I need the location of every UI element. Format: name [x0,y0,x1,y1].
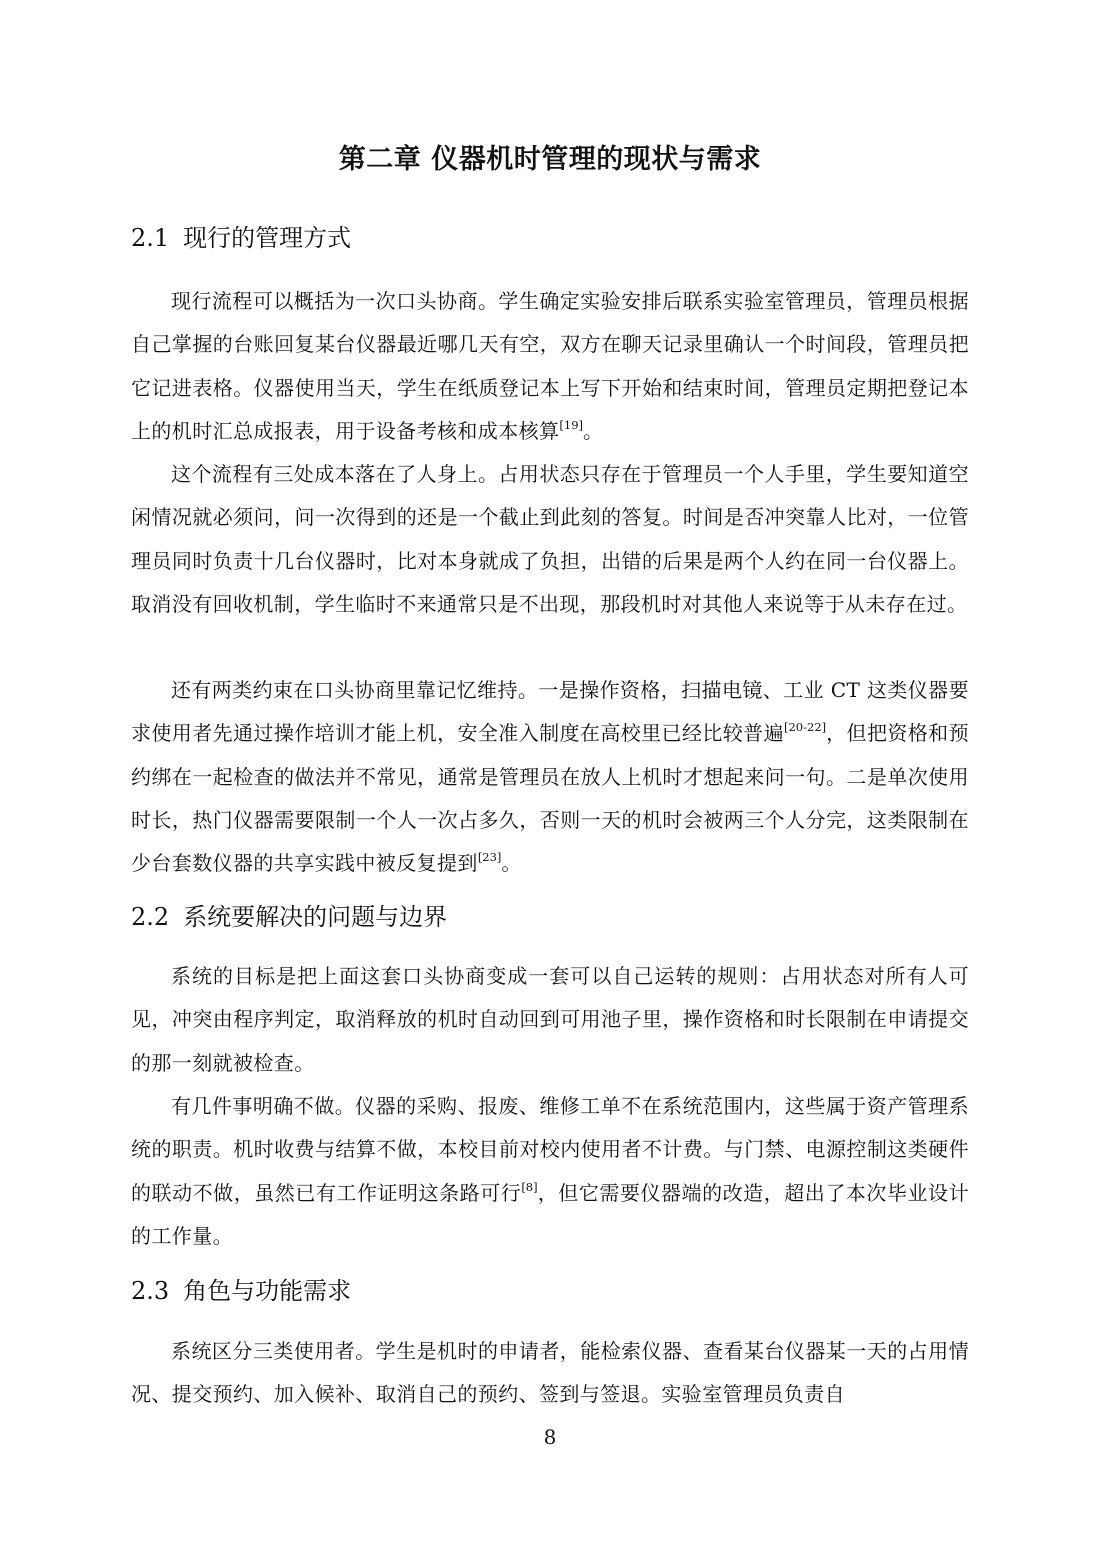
text-run: 有几件事明确不做。仪器的采购、报废、维修工单不在系统范围内，这些属于资产管理系统的职责。机时收费与结算不做，本校目前对校内使用者不计费。与门禁、电源控制这类硬件的联动不做，虽然已有工作证明这条路可行 [131,1094,969,1205]
section-title: 系统要解决的问题与边界 [183,903,448,931]
text-run: 。 [583,418,604,443]
paragraph [131,669,969,885]
section-heading-2-3 [131,1271,351,1311]
text-run: 还有两类约束在口头协商里靠记忆维持。一是操作资格，扫描电镜、工业 CT 这类仪器要求使用者先通过操作培训才能上机，安全准入制度在高校里已经比较普遍 [131,678,969,746]
section-number: 2.1 [131,224,170,252]
paragraph [131,453,969,626]
text-run: 这个流程有三处成本落在了人身上。占用状态只存在于管理员一个人手里，学生要知道空闲情况就必须问，问一次得到的还是一个截止到此刻的答复。时间是否冲突靠人比对，一位管理员同时负责十几台仪器时，比对本身就成了负担，出错的后果是两个人约在同一台仪器上。取消没有回收机制，学生临时不来通常只是不出现，那段机时对其他人来说等于从未存在过。 [131,462,969,616]
section-title: 角色与功能需求 [183,1277,352,1305]
section-heading-2-1 [131,218,351,258]
chapter-title: 第二章 仪器机时管理的现状与需求 [338,144,762,175]
page-number: 8 [543,1425,557,1449]
section-number: 2.2 [131,903,170,931]
text-run: 系统的目标是把上面这套口头协商变成一套可以自己运转的规则：占用状态对所有人可见，冲突由程序判定，取消释放的机时自动回到可用池子里，操作资格和时长限制在申请提交的那一刻就被检查。 [131,964,969,1075]
citation-ref: [23] [477,850,502,865]
paragraph [131,1330,969,1417]
text-run: 现行流程可以概括为一次口头协商。学生确定实验安排后联系实验室管理员，管理员根据自己掌握的台账回复某台仪器最近哪几天有空，双方在聊天记录里确认一个时间段，管理员把它记进表格。仪器使用当天，学生在纸质登记本上写下开始和结束时间，管理员定期把登记本上的机时汇总成报表，用于设备考核和成本核算 [131,289,969,443]
section-title: 现行的管理方式 [183,224,352,252]
text-run: ，但它需要仪器端的改造，超出了本次毕业设计的工作量。 [131,1180,969,1248]
citation-ref: [8] [521,1179,538,1194]
citation-ref: [19] [559,417,584,432]
text-run: 系统区分三类使用者。学生是机时的申请者，能检索仪器、查看某台仪器某一天的占用情况、提交预约、加入候补、取消自己的预约、签到与签退。实验室管理员负责自 [131,1339,969,1407]
text-run: 。 [501,851,522,876]
citation-ref: [20-22] [784,720,827,735]
section-heading-2-2 [131,897,447,937]
text-run: ，但把资格和预约绑在一起检查的做法并不常见，通常是管理员在放人上机时才想起来问一句。二是单次使用时长，热门仪器需要限制一个人一次占多久，否则一天的机时会被两三个人分完，这类限制在少台套数仪器的共享实践中被反复提到 [131,721,969,876]
paragraph [131,955,969,1085]
paragraph [131,280,969,453]
section-number: 2.3 [131,1277,170,1305]
paragraph [131,1085,969,1258]
